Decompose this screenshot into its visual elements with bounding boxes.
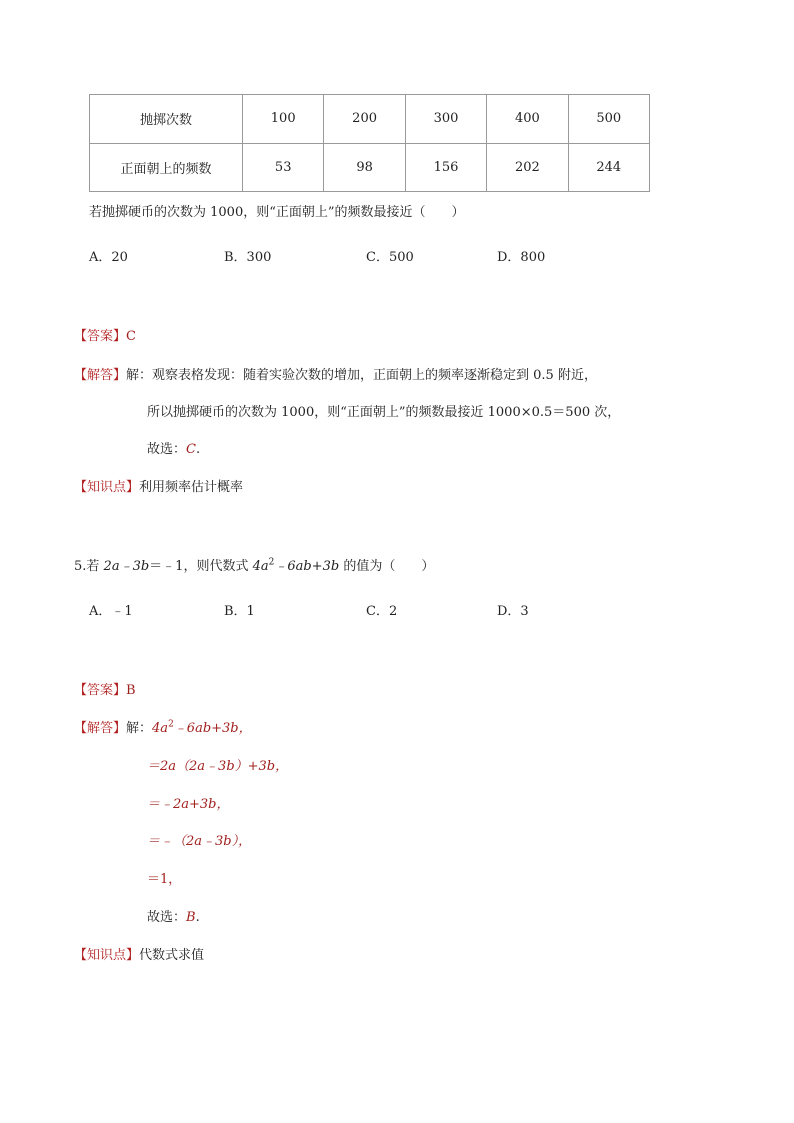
answer-value: B: [126, 683, 136, 698]
q4-solution-line-1: [74, 364, 597, 383]
q5-option-d: D．3: [497, 604, 529, 619]
answer-tag: 【答案】: [74, 683, 127, 698]
q5-solution-line-1: [74, 717, 252, 736]
q4-option-c: C．500: [366, 250, 414, 265]
row-header: 正面朝上的频数: [90, 143, 243, 192]
stem-expression-rest: ﹣6ab+3b: [274, 559, 340, 574]
answer-value: C: [126, 329, 136, 344]
table-cell: 500: [568, 95, 649, 144]
step-exponent: 2: [168, 719, 174, 730]
q5-step: ＝2a（2a﹣3b）+3b，: [147, 759, 289, 774]
table-cell: 202: [487, 143, 568, 192]
table-cell: 400: [487, 95, 568, 144]
q5-step: ＝﹣2a+3b，: [147, 797, 230, 812]
table-cell: 100: [243, 95, 324, 144]
table-cell: 244: [568, 143, 649, 192]
choose-suffix: .: [195, 442, 201, 457]
solution-tag: 【解答】: [74, 721, 127, 736]
choose-value: C: [186, 442, 196, 457]
stem-suffix: 的值为（ ）: [339, 559, 435, 574]
choose-prefix: 故选：: [147, 442, 187, 457]
stem-exponent: 2: [268, 557, 275, 568]
q4-solution-line-2: 所以抛掷硬币的次数为 1000，则“正面朝上”的频数最接近 1000×0.5＝500 次，: [147, 405, 621, 420]
q4-answer: [74, 325, 136, 344]
q4-stem: 若抛掷硬币的次数为 1000，则“正面朝上”的频数最接近（ ）: [89, 205, 465, 220]
table-cell: 300: [405, 95, 486, 144]
knowledge-text: 代数式求值: [139, 948, 205, 963]
answer-tag: 【答案】: [74, 329, 127, 344]
choose-value: B: [186, 910, 196, 925]
table-row: [90, 143, 650, 192]
stem-prefix: 5.若: [74, 559, 104, 574]
q4-option-d: D．800: [497, 250, 546, 265]
solution-intro: 解：: [126, 721, 153, 736]
table-cell: 53: [243, 143, 324, 192]
table-cell: 200: [324, 95, 405, 144]
table-cell: 98: [324, 143, 405, 192]
q5-step: ＝1，: [147, 872, 182, 887]
frequency-table: [89, 94, 650, 192]
stem-condition: 2a﹣3b: [103, 559, 150, 574]
table-row: [90, 95, 650, 144]
table-cell: 156: [405, 143, 486, 192]
q5-option-c: C．2: [366, 604, 398, 619]
q4-option-a: A．20: [89, 250, 128, 265]
row-header: 抛掷次数: [90, 95, 243, 144]
q5-choose: [147, 906, 200, 925]
q5-answer: [74, 679, 136, 698]
choose-suffix: .: [195, 910, 200, 925]
knowledge-tag: 【知识点】: [74, 480, 140, 495]
q4-option-b: B．300: [224, 250, 272, 265]
step-expression-rest: ﹣6ab+3b，: [173, 721, 252, 736]
choose-prefix: 故选：: [147, 910, 187, 925]
stem-expression: 4a: [252, 559, 269, 574]
q5-option-a: A．﹣1: [89, 604, 133, 619]
stem-condition-rest: ＝﹣1，则代数式: [149, 559, 253, 574]
q5-knowledge: [74, 944, 204, 963]
solution-text: 解：观察表格发现：随着实验次数的增加，正面朝上的频率逐渐稳定到 0.5 附近，: [126, 368, 597, 383]
step-expression: 4a: [152, 721, 169, 736]
solution-tag: 【解答】: [74, 368, 127, 383]
q4-knowledge: [74, 476, 243, 495]
knowledge-text: 利用频率估计概率: [139, 480, 244, 495]
q5-step: ＝﹣（2a﹣3b），: [147, 834, 252, 849]
q4-choose: [147, 438, 200, 457]
knowledge-tag: 【知识点】: [74, 948, 140, 963]
q5-option-b: B．1: [224, 604, 255, 619]
q5-stem: [74, 555, 434, 574]
